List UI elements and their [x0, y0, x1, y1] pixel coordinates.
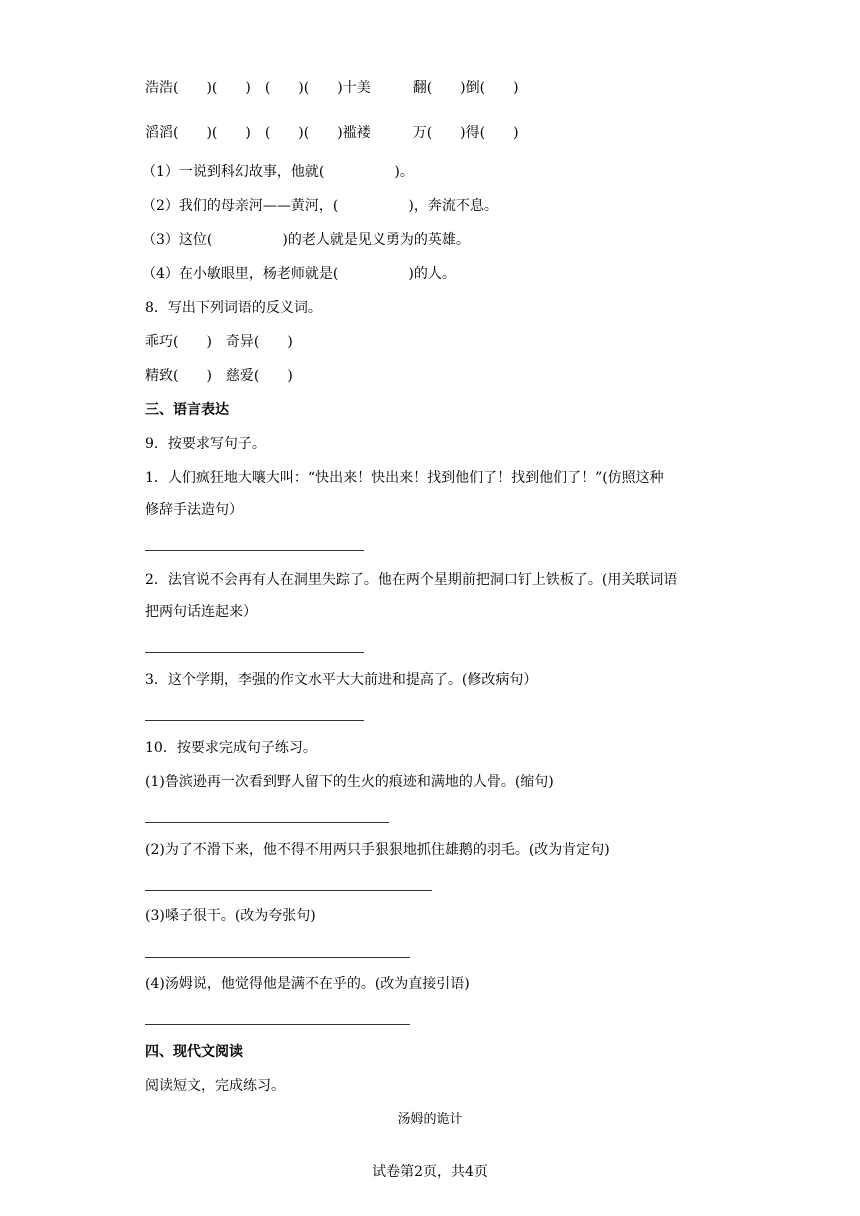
question-10: 10．按要求完成句子练习。 — [145, 740, 317, 756]
fill-item-3: （3）这位( )的老人就是见义勇为的英雄。 — [142, 232, 470, 248]
question-10-3: (3)嗓子很干。(改为夸张句) — [145, 908, 316, 924]
question-10-4: (4)汤姆说，他觉得他是满不在乎的。(改为直接引语) — [145, 976, 470, 992]
section-3-heading: 三、语言表达 — [145, 402, 229, 418]
question-9: 9．按要求写句子。 — [145, 436, 266, 452]
antonym-row-2: 精致( ) 慈爱( ) — [145, 368, 293, 384]
question-10-2: (2)为了不滑下来，他不得不用两只手狠狠地抓住雄鹅的羽毛。(改为肯定句) — [145, 842, 610, 858]
answer-line[interactable] — [145, 652, 364, 653]
question-9-2-line-1: 2．法官说不会再有人在洞里失踪了。他在两个星期前把洞口钉上铁板了。(用关联词语 — [145, 572, 678, 588]
question-9-2-line-2: 把两句话连起来） — [145, 604, 257, 620]
question-9-1-line-2: 修辞手法造句） — [145, 502, 243, 518]
section-4-heading: 四、现代文阅读 — [145, 1044, 243, 1060]
idiom-row-1: 浩浩( )( ) ( )( )十美 翻( )倒( ) — [145, 80, 519, 96]
fill-item-2: （2）我们的母亲河——黄河，( )，奔流不息。 — [142, 198, 498, 214]
question-8: 8．写出下列词语的反义词。 — [145, 300, 322, 316]
answer-line[interactable] — [145, 1024, 410, 1025]
fill-item-1: （1）一说到科幻故事，他就( )。 — [142, 164, 414, 180]
idiom-row-2: 滔滔( )( ) ( )( )褴褛 万( )得( ) — [145, 125, 519, 141]
answer-line[interactable] — [145, 550, 364, 551]
answer-line[interactable] — [145, 890, 432, 891]
reading-instruction: 阅读短文，完成练习。 — [145, 1078, 285, 1094]
question-9-3: 3．这个学期，李强的作文水平大大前进和提高了。(修改病句） — [145, 672, 538, 688]
question-9-1-line-1: 1．人们疯狂地大嚷大叫：“快出来！快出来！找到他们了！找到他们了！”(仿照这种 — [145, 470, 664, 486]
answer-line[interactable] — [145, 720, 364, 721]
answer-line[interactable] — [145, 822, 389, 823]
question-10-1: (1)鲁滨逊再一次看到野人留下的生火的痕迹和满地的人骨。(缩句) — [145, 774, 554, 790]
fill-item-4: （4）在小敏眼里，杨老师就是( )的人。 — [142, 266, 456, 282]
antonym-row-1: 乖巧( ) 奇异( ) — [145, 334, 293, 350]
page-footer: 试卷第2页，共4页 — [372, 1164, 488, 1180]
answer-line[interactable] — [145, 957, 410, 958]
reading-title: 汤姆的诡计 — [397, 1112, 463, 1127]
